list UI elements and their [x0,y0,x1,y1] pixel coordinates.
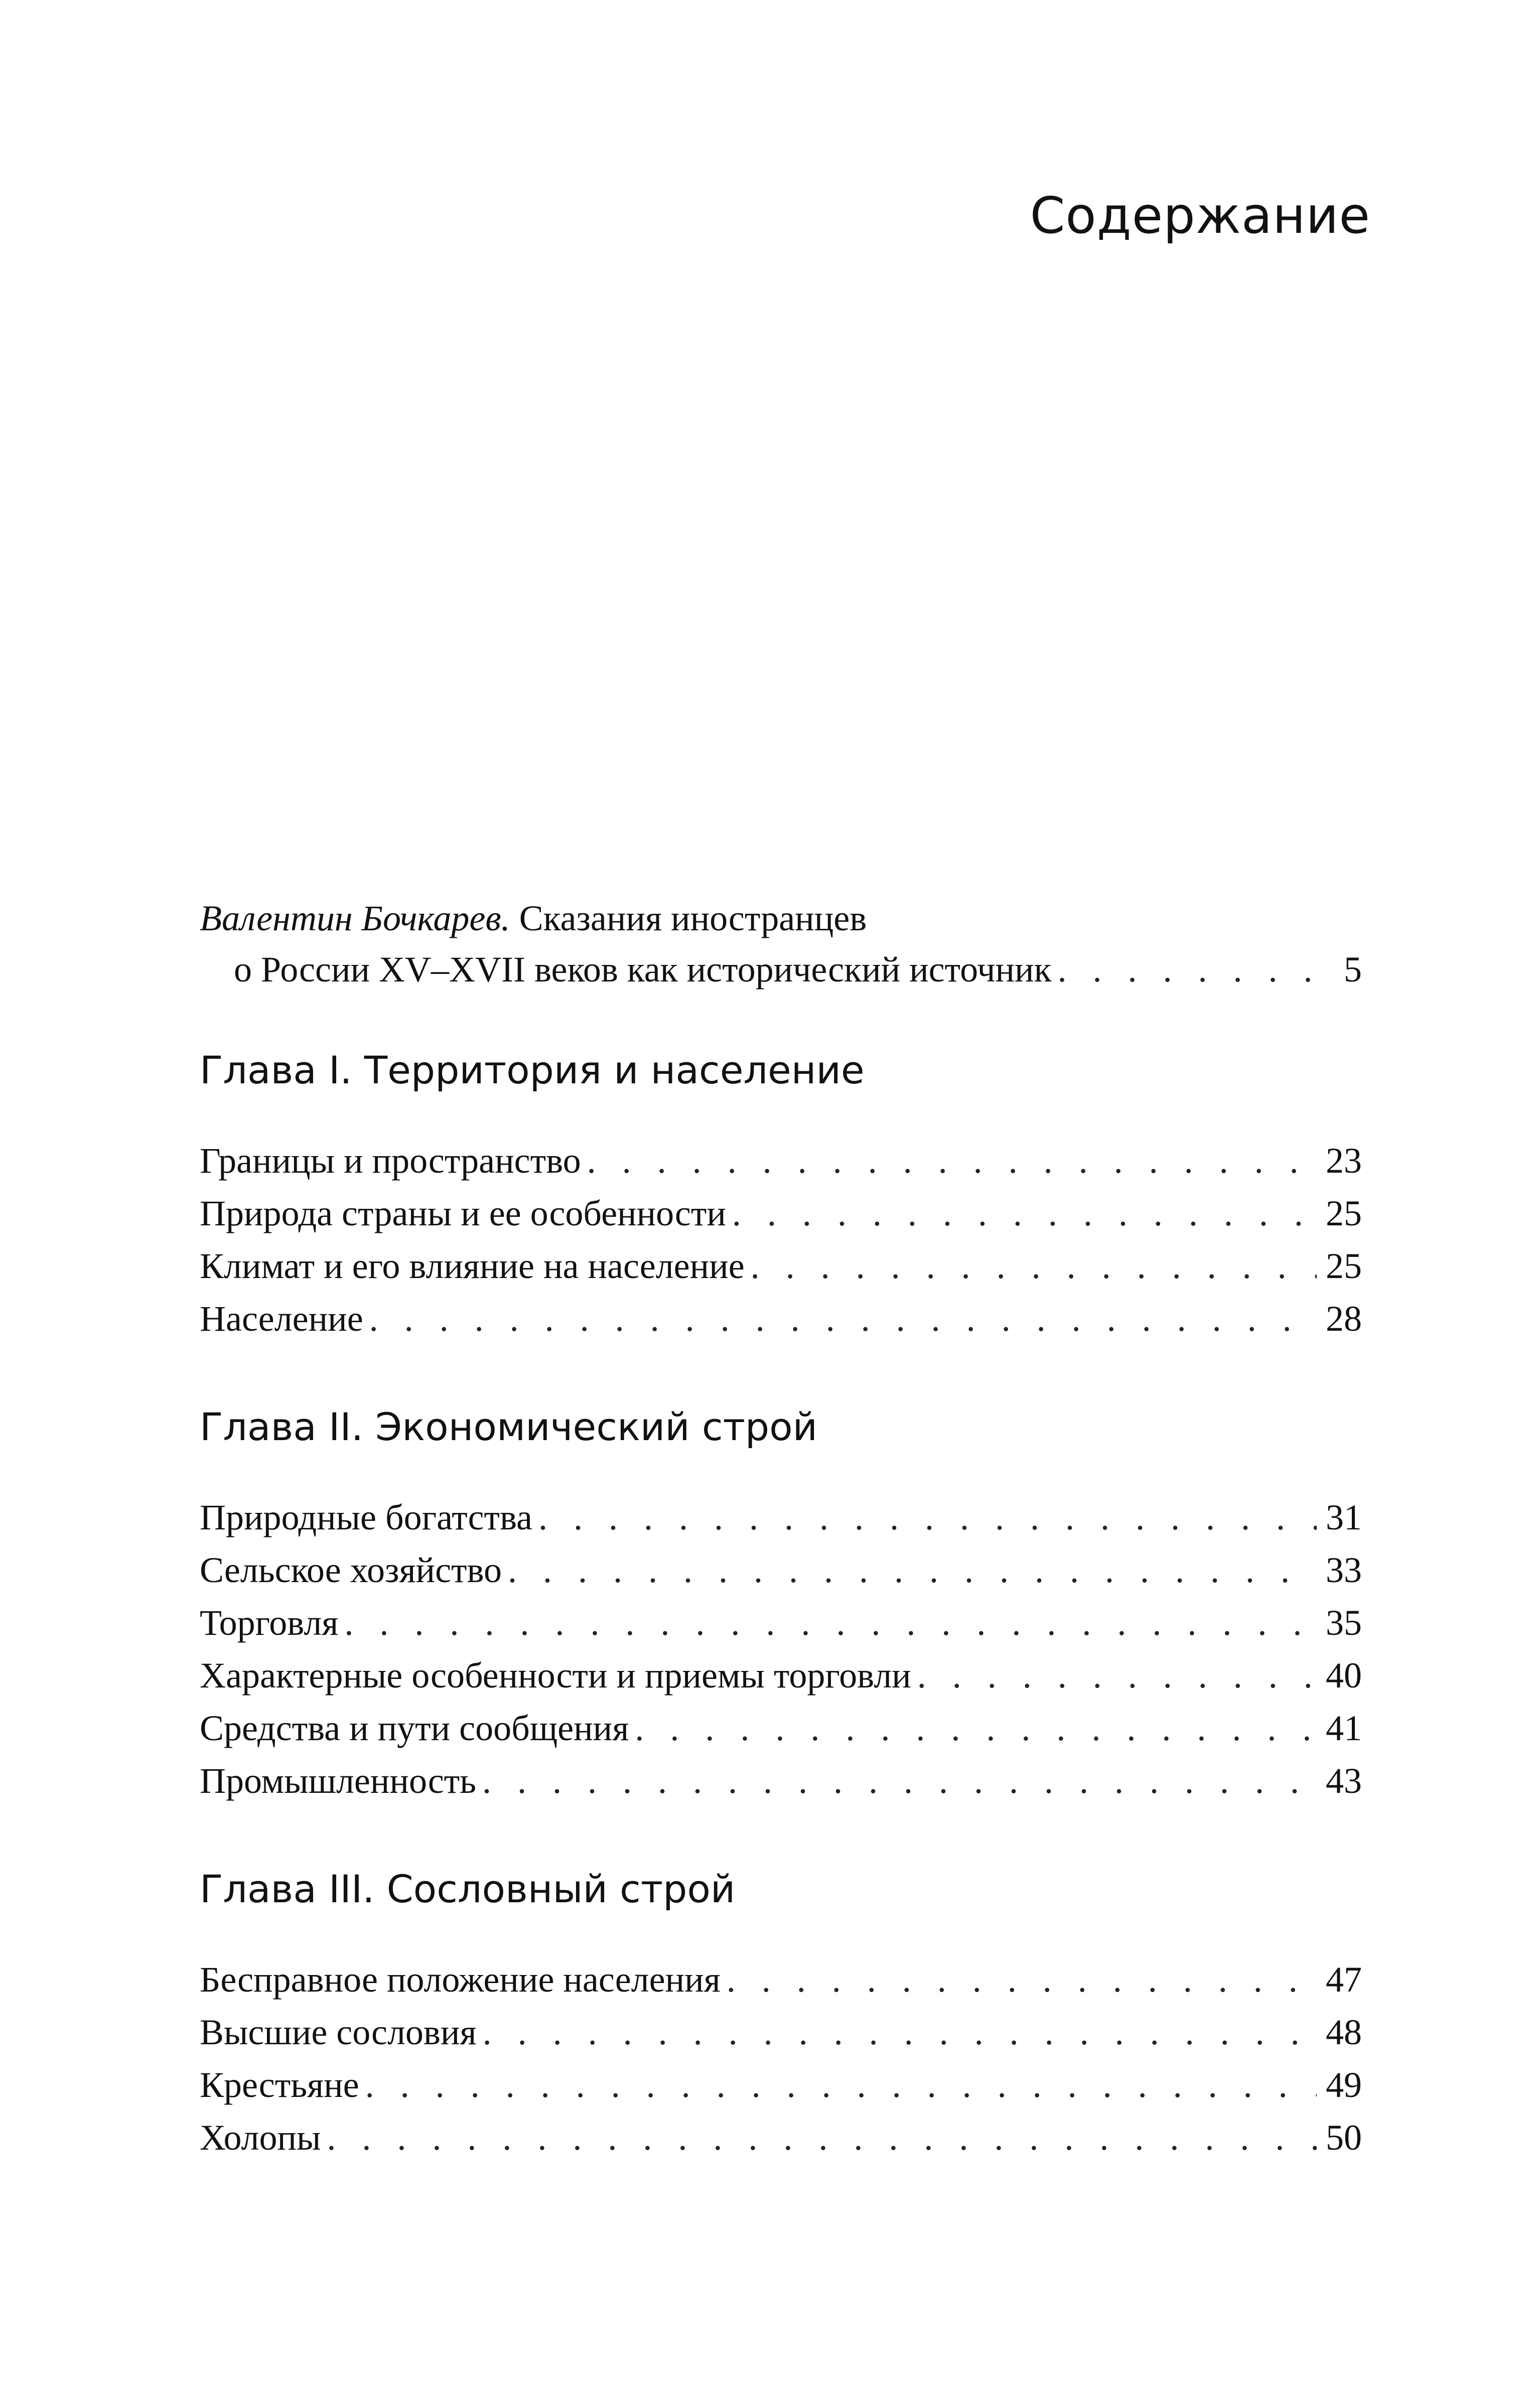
dot-leader [338,1597,1317,1649]
toc-entry-title: Высшие сословия [200,2012,477,2052]
toc-entry-page: 31 [1326,1497,1362,1537]
dot-leader [321,2111,1317,2164]
toc-entry[interactable] [200,1544,1362,1597]
toc-entry-page: 23 [1326,1141,1362,1181]
intro-entry [200,893,1362,996]
dot-leader [502,1544,1317,1597]
toc-entry-title: Крестьяне [200,2065,359,2105]
toc-entry-page: 40 [1326,1655,1362,1696]
intro-title-line[interactable] [200,943,1362,996]
toc-entry-page: 50 [1326,2118,1362,2158]
toc-entry[interactable] [200,1649,1362,1702]
dot-leader [726,1187,1317,1240]
intro-page-number: 5 [1344,949,1362,990]
dot-leader [745,1240,1317,1293]
toc-entry-title: Население [200,1299,363,1339]
intro-author: Валентин Бочкарев. [200,898,510,938]
toc-entry[interactable] [200,1293,1362,1345]
toc-entry-title: Климат и его влияние на население [200,1246,745,1286]
chapter-3-title: Глава III. Сословный строй [200,1867,736,1911]
dot-leader [1052,943,1317,996]
toc-entry-page: 41 [1326,1708,1362,1748]
dot-leader [629,1702,1317,1755]
toc-entry[interactable] [200,1187,1362,1240]
table-of-contents [200,893,1362,2164]
intro-title-part1: Сказания иностранцев [519,898,867,938]
toc-entry-title: Средства и пути сообщения [200,1708,629,1748]
toc-entry-title: Природа страны и ее особенности [200,1193,726,1233]
toc-entry-title: Промышленность [200,1761,477,1801]
toc-entry[interactable] [200,1135,1362,1187]
page-title: Содержание [1030,186,1370,245]
toc-entry-title: Бесправное положение населения [200,1959,721,2000]
toc-entry[interactable] [200,1953,1362,2006]
dot-leader [477,2006,1317,2059]
toc-entry[interactable] [200,1702,1362,1755]
toc-entry[interactable] [200,2059,1362,2111]
toc-entry-page: 49 [1326,2065,1362,2105]
toc-entry[interactable] [200,1755,1362,1807]
toc-entry-title: Сельское хозяйство [200,1550,502,1590]
chapter-2-title: Глава II. Экономический строй [200,1404,818,1449]
dot-leader [359,2059,1317,2111]
toc-entry-page: 43 [1326,1761,1362,1801]
dot-leader [581,1135,1317,1187]
chapter-1-title: Глава I. Территория и население [200,1048,865,1092]
toc-entry-title: Холопы [200,2118,321,2158]
dot-leader [363,1293,1317,1345]
toc-entry-page: 33 [1326,1550,1362,1590]
toc-entry-title: Торговля [200,1603,339,1643]
toc-entry-page: 35 [1326,1603,1362,1643]
toc-entry[interactable] [200,2111,1362,2164]
toc-entry[interactable] [200,1597,1362,1649]
dot-leader [532,1491,1317,1544]
intro-title-part2: о России XV–XVII веков как исторический источник [234,949,1052,990]
toc-entry-page: 28 [1326,1299,1362,1339]
dot-leader [911,1649,1317,1702]
toc-entry-page: 25 [1326,1246,1362,1286]
toc-entry[interactable] [200,1491,1362,1544]
toc-entry[interactable] [200,2006,1362,2059]
toc-entry-title: Природные богатства [200,1497,532,1537]
toc-entry-title: Характерные особенности и приемы торговли [200,1655,911,1696]
toc-entry-page: 48 [1326,2012,1362,2052]
dot-leader [721,1953,1317,2006]
dot-leader [476,1755,1317,1807]
toc-entry-page: 47 [1326,1959,1362,2000]
toc-entry-page: 25 [1326,1193,1362,1233]
toc-entry[interactable] [200,1240,1362,1293]
toc-entry-title: Границы и пространство [200,1141,581,1181]
